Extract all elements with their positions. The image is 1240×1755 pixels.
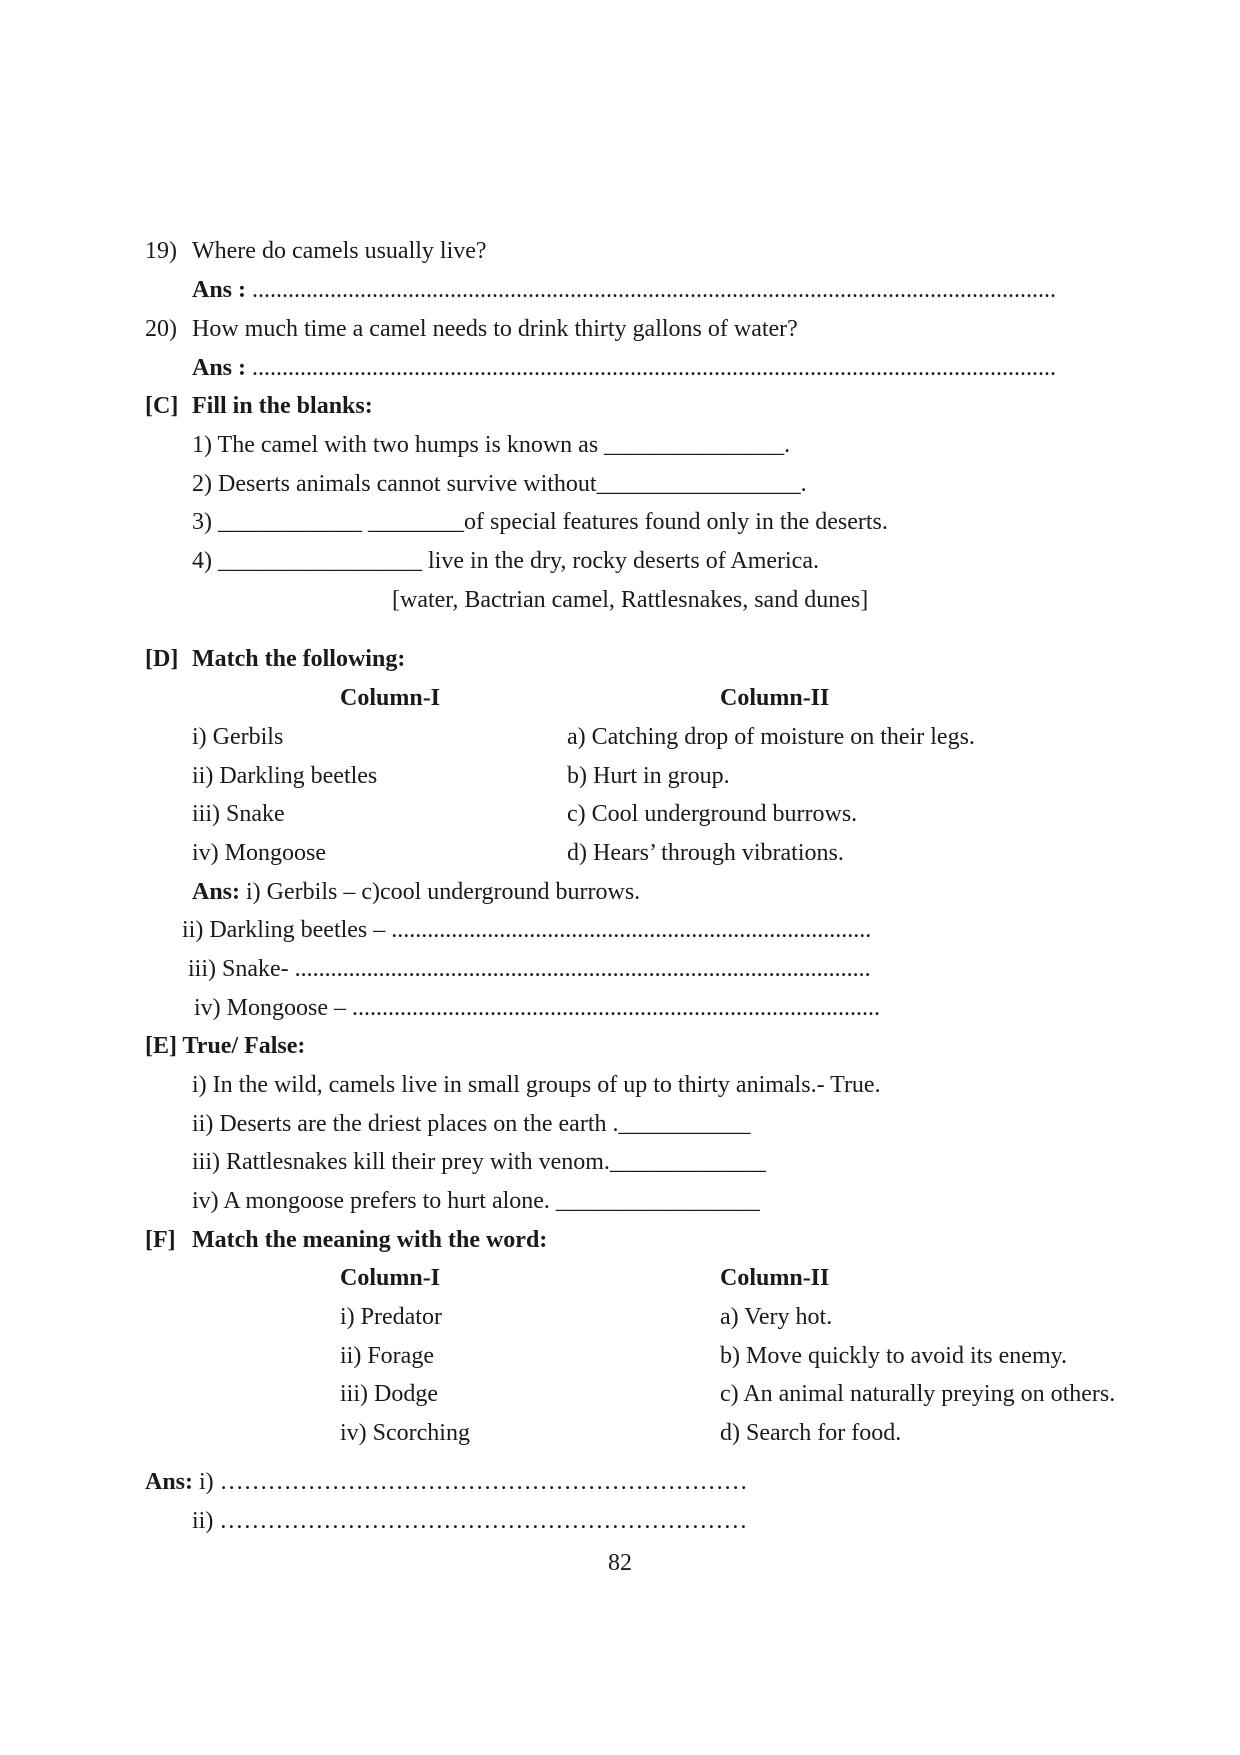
fill-blank-item-1[interactable]: 1) The camel with two humps is known as _______________. (192, 432, 791, 458)
match-right-item: c) Cool underground burrows. (567, 801, 858, 827)
match-left-item: ii) Darkling beetles (192, 763, 378, 789)
meaning-item: d) Search for food. (720, 1420, 902, 1446)
section-marker: [F] (145, 1227, 176, 1253)
true-false-item-3[interactable]: iii) Rattlesnakes kill their prey with venom._____________ (192, 1149, 766, 1175)
section-marker: [C] (145, 393, 179, 419)
word-item: i) Predator (340, 1304, 442, 1330)
meaning-item: c) An animal naturally preying on others. (720, 1381, 1116, 1407)
section-marker: [D] (145, 646, 179, 672)
question-text: Where do camels usually live? (192, 238, 487, 264)
answer-label: Ans : (192, 277, 247, 303)
question-number: 20) (145, 316, 177, 342)
answer-label: Ans : (192, 355, 247, 381)
answer-line[interactable]: iii) Snake- ................................................................................................ (188, 956, 871, 982)
meaning-item: b) Move quickly to avoid its enemy. (720, 1343, 1068, 1369)
match-left-item: i) Gerbils (192, 724, 284, 750)
answer-example: i) Gerbils – c)cool underground burrows. (240, 879, 641, 905)
meaning-item: a) Very hot. (720, 1304, 833, 1330)
match-left-item: iv) Mongoose (192, 840, 326, 866)
true-false-item-2[interactable]: ii) Deserts are the driest places on the earth .___________ (192, 1111, 751, 1137)
match-right-item: b) Hurt in group. (567, 763, 730, 789)
column-1-header: Column-I (340, 685, 441, 711)
question-number: 19) (145, 238, 177, 264)
word-item: iii) Dodge (340, 1381, 438, 1407)
match-left-item: iii) Snake (192, 801, 285, 827)
fill-blank-item-2[interactable]: 2) Deserts animals cannot survive without_________________. (192, 471, 807, 497)
answer-dotted-line[interactable]: ...................................................................................................................................... (252, 355, 1057, 381)
match-right-item: d) Hears’ through vibrations. (567, 840, 844, 866)
section-title: Match the following: (192, 646, 406, 672)
answer-19 (192, 275, 1056, 305)
answer-label: Ans: (192, 879, 241, 905)
answer-label: Ans: (145, 1469, 194, 1495)
answer-line[interactable]: i) ………………………………………………………… (193, 1469, 748, 1495)
section-title: Fill in the blanks: (192, 393, 373, 419)
word-item: iv) Scorching (340, 1420, 470, 1446)
section-f-answer (145, 1467, 748, 1497)
answer-line[interactable]: ii) Darkling beetles – ................................................................................ (182, 917, 872, 943)
column-1-header: Column-I (340, 1265, 441, 1291)
question-text: How much time a camel needs to drink thirty gallons of water? (192, 316, 798, 342)
true-false-item-4[interactable]: iv) A mongoose prefers to hurt alone. _________________ (192, 1188, 760, 1214)
column-2-header: Column-II (720, 1265, 830, 1291)
section-d-answer (192, 877, 640, 907)
answer-dotted-line[interactable]: ...................................................................................................................................... (252, 277, 1057, 303)
section-title: Match the meaning with the word: (192, 1227, 548, 1253)
true-false-item-1: i) In the wild, camels live in small groups of up to thirty animals.- True. (192, 1072, 881, 1098)
fill-blank-item-4[interactable]: 4) _________________ live in the dry, rocky deserts of America. (192, 548, 819, 574)
word-bank: [water, Bactrian camel, Rattlesnakes, sand dunes] (392, 587, 869, 613)
page-number: 82 (608, 1550, 632, 1576)
column-2-header: Column-II (720, 685, 830, 711)
word-item: ii) Forage (340, 1343, 434, 1369)
match-right-item: a) Catching drop of moisture on their legs. (567, 724, 975, 750)
fill-blank-item-3[interactable]: 3) ____________ ________of special features found only in the deserts. (192, 509, 888, 535)
answer-line[interactable]: ii) ………………………………………………………… (192, 1508, 748, 1534)
answer-line[interactable]: iv) Mongoose – ........................................................................................ (194, 995, 880, 1021)
answer-20 (192, 353, 1056, 383)
section-e-heading: [E] True/ False: (145, 1033, 306, 1059)
